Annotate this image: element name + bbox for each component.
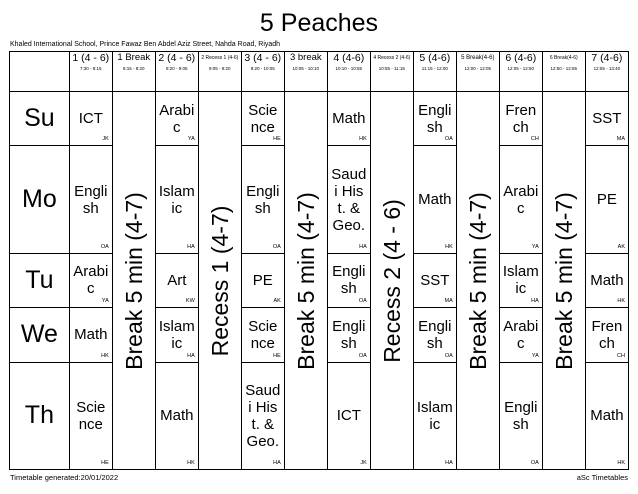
lesson-cell: English OA [327,308,370,362]
lesson-cell: Islamic HA [413,362,456,469]
lesson-cell: Islamic HA [155,308,198,362]
lesson-cell: Math HK [155,362,198,469]
break-column: Break 5 min (4-7) [542,92,585,470]
timetable-grid [9,51,629,470]
break-column: Break 5 min (4-7) [456,92,499,470]
lesson-cell: English OA [413,92,456,146]
corner-cell [10,52,70,92]
period-header: 5 (4-6) 11:15 - 12:00 [413,52,456,92]
period-header: 3 break 10:05 - 10:10 [284,52,327,92]
day-label: Th [10,362,70,469]
lesson-cell: PE AK [241,253,284,307]
school-address: Khaled International School, Prince Fawaz Ben Abdel Aziz Street, Nahda Road, Riyadh [10,41,281,48]
lesson-cell: Islamic HA [499,253,542,307]
lesson-cell: French CH [585,308,628,362]
lesson-cell: Arabic YA [69,253,112,307]
period-header-row [10,52,629,92]
recess-column: Recess 2 (4 - 6) [370,92,413,470]
day-row [10,92,629,146]
day-label: Mo [10,146,70,253]
lesson-cell: English OA [499,362,542,469]
generated-date: Timetable generated:20/01/2022 [10,473,119,482]
period-header: 4 (4-6) 10:10 - 10:55 [327,52,370,92]
lesson-cell: Math HK [69,308,112,362]
lesson-cell: English OA [327,253,370,307]
lesson-cell: ICT JK [69,92,112,146]
period-header: 6 Break(4-6) 12:50 - 12:55 [542,52,585,92]
lesson-cell: Arabic YA [155,92,198,146]
period-header: 3 (4 - 6) 9:20 - 10:05 [241,52,284,92]
period-header: 1 (4 - 6) 7:30 - 8:15 [69,52,112,92]
lesson-cell: French CH [499,92,542,146]
lesson-cell: Arabic YA [499,146,542,253]
lesson-cell: Art KW [155,253,198,307]
lesson-cell: English OA [413,308,456,362]
lesson-cell: English OA [241,146,284,253]
lesson-cell: Science HE [241,308,284,362]
lesson-cell: SST MA [585,92,628,146]
lesson-cell: PE AK [585,146,628,253]
lesson-cell: Math HK [327,92,370,146]
lesson-cell: Math HK [413,146,456,253]
day-label: Su [10,92,70,146]
period-header: 2 Recess 1 (4-6) 9:05 - 9:20 [198,52,241,92]
period-header: 1 Break 8:15 - 8:20 [112,52,155,92]
lesson-cell: Science HE [241,92,284,146]
lesson-cell: ICT JK [327,362,370,469]
break-column: Break 5 min (4-7) [284,92,327,470]
lesson-cell: Math HK [585,362,628,469]
period-header: 5 Break(4-6) 12:00 - 12:05 [456,52,499,92]
period-header: 6 (4-6) 12:05 - 12:50 [499,52,542,92]
brand-label: aSc Timetables [576,473,628,482]
lesson-cell: Science HE [69,362,112,469]
recess-column: Recess 1 (4-7) [198,92,241,470]
page-title: 5 Peaches [259,9,379,37]
lesson-cell: English OA [69,146,112,253]
lesson-cell: SST MA [413,253,456,307]
period-header: 2 (4 - 6) 8:20 - 9:05 [155,52,198,92]
period-header: 4 Recess 2 (4-6) 10:55 - 11:15 [370,52,413,92]
lesson-cell: Math HK [585,253,628,307]
lesson-cell: Saudi Hist. & Geo. HA [241,362,284,469]
lesson-cell: Arabic YA [499,308,542,362]
day-label: We [10,308,70,362]
lesson-cell: Saudi Hist. & Geo. HA [327,146,370,253]
lesson-cell: Islamic HA [155,146,198,253]
day-label: Tu [10,253,70,307]
break-column: Break 5 min (4-7) [112,92,155,470]
period-header: 7 (4-6) 12:55 - 13:40 [585,52,628,92]
